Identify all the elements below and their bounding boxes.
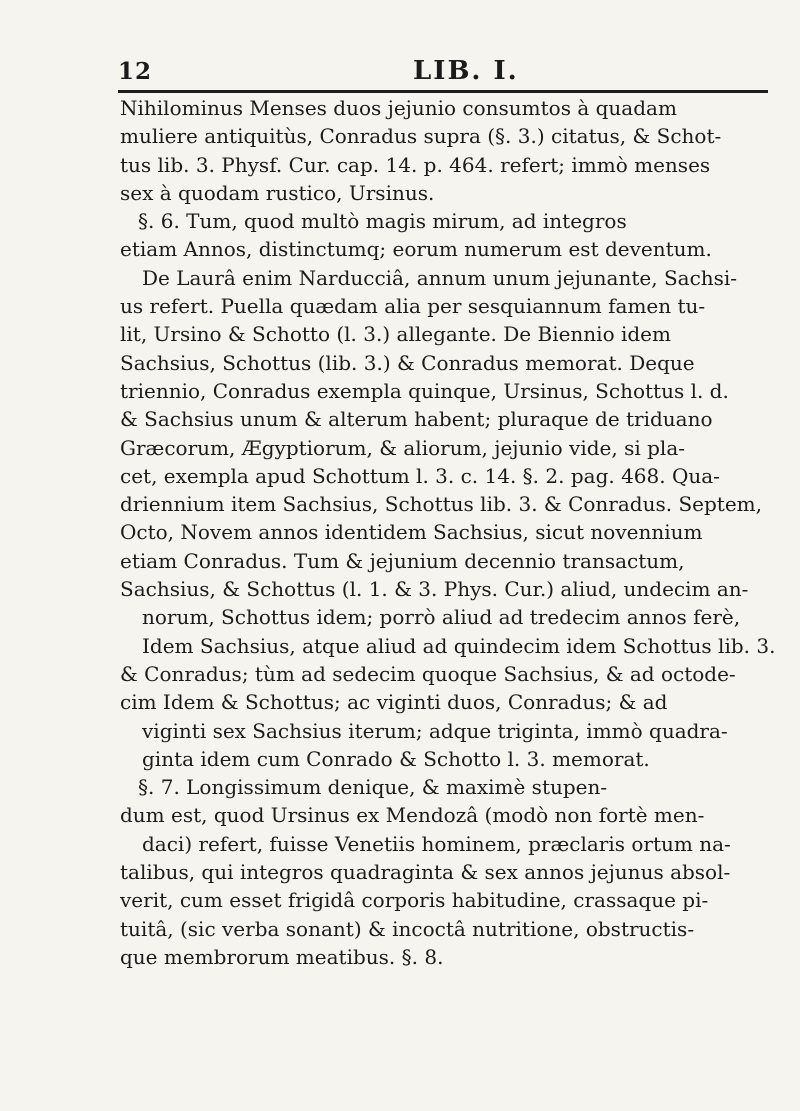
text-line: talibus, qui integros quadraginta & sex annos jejunus absol- — [120, 860, 731, 885]
header-rule — [118, 90, 768, 93]
text-line: ginta idem cum Conrado & Schotto l. 3. memorat. — [142, 746, 650, 771]
text-line: De Laurâ enim Narducciâ, annum unum jejunante, Sachsi- — [142, 265, 738, 290]
text-line: que membrorum meatibus. §. 8. — [120, 944, 444, 969]
text-line: triennio, Conradus exempla quinque, Ursinus, Schottus l. d. — [120, 378, 729, 403]
text-line: cet, exempla apud Schottum l. 3. c. 14. §. 2. pag. 468. Qua- — [120, 463, 720, 488]
body-text — [120, 94, 780, 971]
text-line: & Sachsius unum & alterum habent; pluraque de triduano — [120, 407, 713, 432]
running-head: LIB. I. — [413, 56, 519, 86]
text-line: viginti sex Sachsius iterum; adque triginta, immò quadra- — [142, 718, 728, 743]
text-line: verit, cum esset frigidâ corporis habitudine, crassaque pi- — [120, 888, 709, 913]
text-line: Idem Sachsius, atque aliud ad quindecim idem Schottus lib. 3. — [142, 633, 776, 658]
text-line: lit, Ursino & Schotto (l. 3.) allegante. De Biennio idem — [120, 322, 671, 347]
text-line: tuitâ, (sic verba sonant) & incoctâ nutritione, obstructis- — [120, 916, 695, 941]
text-line: norum, Schottus idem; porrò aliud ad tredecim annos ferè, — [142, 605, 741, 630]
text-line: Nihilominus Menses duos jejunio consumtos à quadam — [120, 96, 677, 120]
text-line: etiam Conradus. Tum & jejunium decennio transactum, — [120, 548, 685, 573]
text-line: us refert. Puella quædam alia per sesquiannum famen tu- — [120, 294, 706, 319]
page-number: 12 — [118, 58, 153, 85]
text-line: driennium item Sachsius, Schottus lib. 3. & Conradus. Septem, — [120, 492, 762, 517]
text-line: muliere antiquitùs, Conradus supra (§. 3.) citatus, & Schot- — [120, 124, 722, 149]
text-line: dum est, quod Ursinus ex Mendozâ (modò non fortè men- — [120, 803, 705, 828]
text-line: cim Idem & Schottus; ac viginti duos, Conradus; & ad — [120, 690, 668, 715]
text-line: sex à quodam rustico, Ursinus. — [120, 180, 435, 205]
section-7-start: §. 7. Longissimum denique, & maximè stupen- — [138, 775, 608, 800]
text-line: tus lib. 3. Physf. Cur. cap. 14. p. 464. refert; immò menses — [120, 152, 711, 177]
text-line: daci) refert, fuisse Venetiis hominem, præclaris ortum na- — [142, 831, 731, 856]
text-line: Octo, Novem annos identidem Sachsius, sicut novennium — [120, 520, 703, 545]
text-line: Sachsius, Schottus (lib. 3.) & Conradus memorat. Deque — [120, 350, 695, 375]
text-line: & Conradus; tùm ad sedecim quoque Sachsius, & ad octode- — [120, 661, 736, 686]
text-line: Græcorum, Ægyptiorum, & aliorum, jejunio vide, si pla- — [120, 435, 685, 460]
text-line: etiam Annos, distinctumq; eorum numerum est deventum. — [120, 237, 712, 262]
section-6-start: §. 6. Tum, quod multò magis mirum, ad integros — [138, 209, 627, 234]
text-line: Sachsius, & Schottus (l. 1. & 3. Phys. Cur.) aliud, undecim an- — [120, 577, 749, 602]
